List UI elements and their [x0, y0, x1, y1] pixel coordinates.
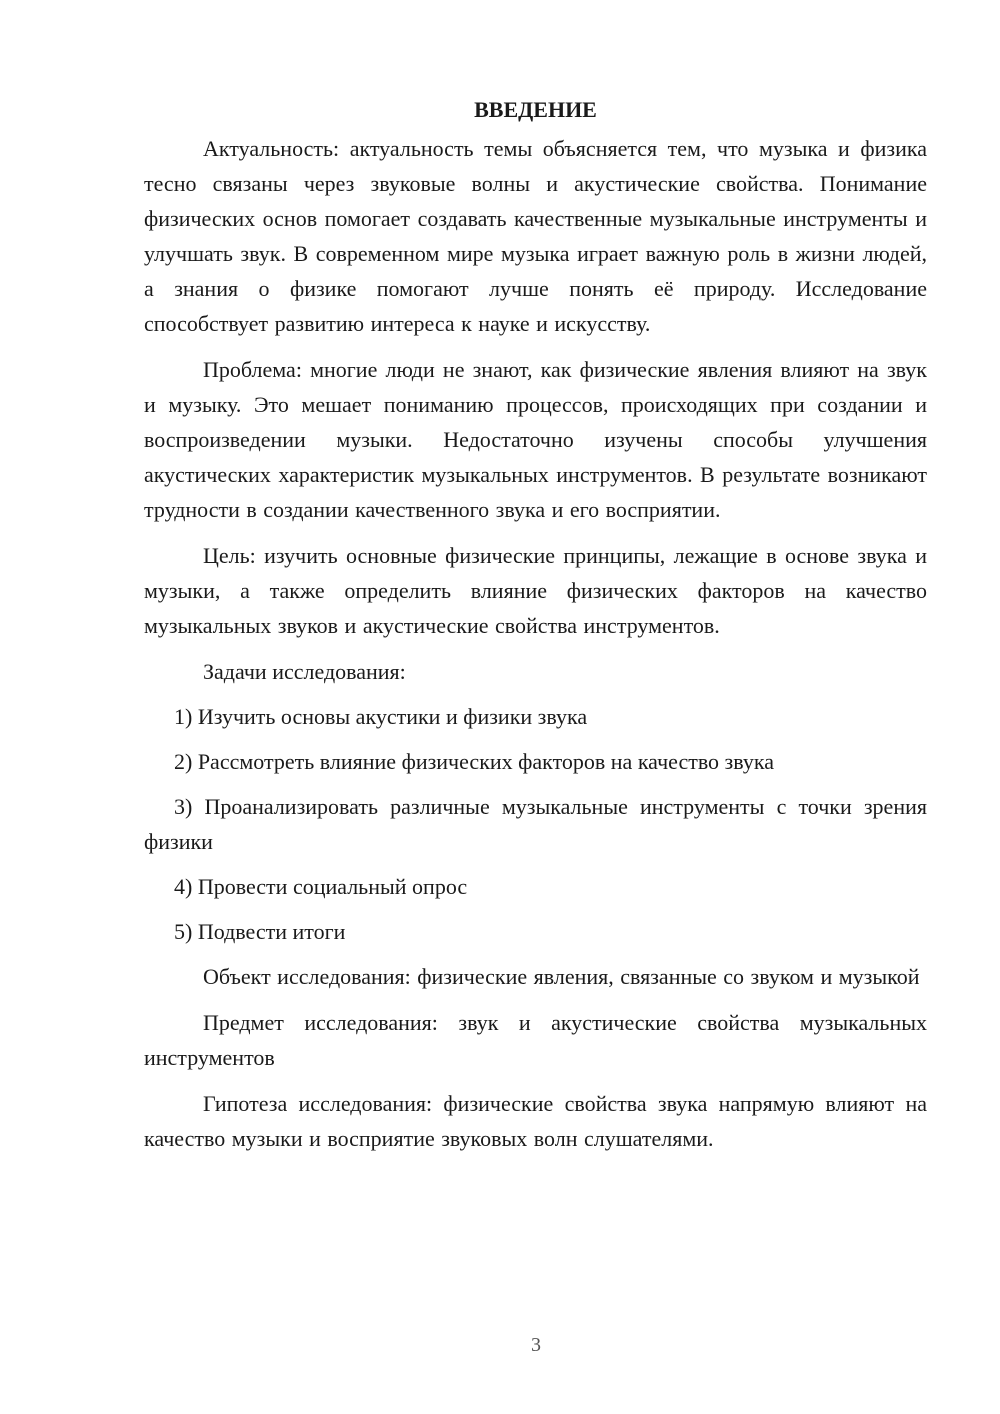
object-paragraph: Объект исследования: физические явления, связанные со звуком и музыкой — [203, 964, 920, 989]
document-page — [144, 92, 927, 1167]
relevance-paragraph: Актуальность: актуальность темы объясняется тем, что музыка и физика тесно связаны через звуковые волны и акустические свойства. Понимание физических основ помогает создавать качественные музыкальные инструменты и улучшать звук. В современном мире музыка играет важную роль в жизни людей, а знания о физике помогают лучше понять её природу. Исследование способствует развитию интереса к науке и искусству. — [144, 136, 927, 336]
list-item: 4) Провести социальный опрос — [174, 874, 468, 899]
list-item: 1) Изучить основы акустики и физики звука — [174, 704, 588, 729]
page-number: 3 — [531, 1334, 541, 1356]
tasks-heading: Задачи исследования: — [203, 659, 406, 684]
problem-paragraph: Проблема: многие люди не знают, как физические явления влияют на звук и музыку. Это мешает пониманию процессов, происходящих при создании и воспроизведении музыки. Недостаточно изучены способы улучшения акустических характеристик музыкальных инструментов. В результате возникают трудности в создании качественного звука и его восприятии. — [144, 357, 927, 522]
list-item: 5) Подвести итоги — [174, 919, 346, 944]
tasks-list — [144, 699, 927, 949]
page-title: ВВЕДЕНИЕ — [474, 97, 597, 122]
hypothesis-paragraph: Гипотеза исследования: физические свойства звука напрямую влияют на качество музыки и восприятие звуковых волн слушателями. — [144, 1091, 927, 1151]
subject-paragraph: Предмет исследования: звук и акустические свойства музыкальных инструментов — [144, 1010, 927, 1070]
list-item: 3) Проанализировать различные музыкальные инструменты с точки зрения физики — [144, 794, 927, 854]
list-item: 2) Рассмотреть влияние физических факторов на качество звука — [174, 749, 775, 774]
goal-paragraph: Цель: изучить основные физические принципы, лежащие в основе звука и музыки, а также определить влияние физических факторов на качество музыкальных звуков и акустические свойства инструментов. — [144, 543, 927, 638]
